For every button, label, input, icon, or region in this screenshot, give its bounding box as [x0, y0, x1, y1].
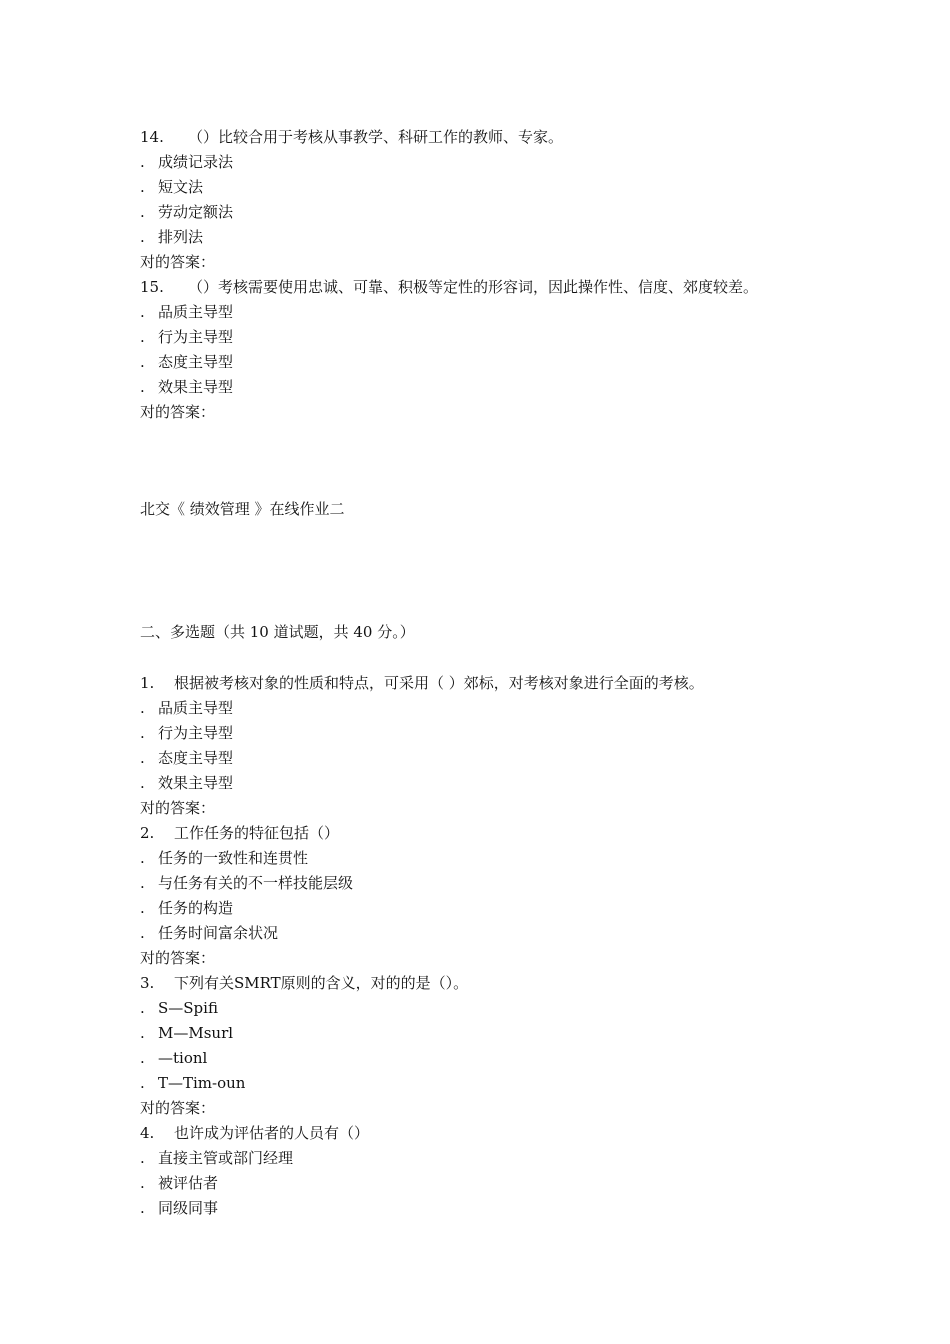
question-number: 14.: [140, 128, 164, 146]
question-stem: [140, 125, 840, 150]
option-text: 被评估者: [158, 1174, 219, 1192]
option-marker: .: [140, 353, 145, 371]
answer-option: [140, 1196, 840, 1221]
option-marker: .: [140, 999, 145, 1017]
option-marker: .: [140, 328, 145, 346]
answer-option: [140, 375, 840, 400]
answer-option: [140, 1171, 840, 1196]
option-marker: .: [140, 1024, 145, 1042]
question-stem: [140, 821, 840, 846]
answer-option: [140, 746, 840, 771]
option-text: M—Msurl: [158, 1024, 234, 1042]
option-text: 品质主导型: [158, 699, 234, 717]
answer-option: [140, 175, 840, 200]
option-marker: .: [140, 849, 145, 867]
spacer: [140, 645, 840, 671]
option-marker: .: [140, 153, 145, 171]
question-number: 4.: [140, 1124, 155, 1142]
option-text: 成绩记录法: [158, 153, 234, 171]
option-text: 任务的构造: [158, 899, 234, 917]
option-marker: .: [140, 749, 145, 767]
option-text: 行为主导型: [158, 328, 234, 346]
option-text: 态度主导型: [158, 749, 234, 767]
question-text: （）比较合用于考核从事教学、科研工作的教师、专家。: [188, 128, 564, 146]
answer-option: [140, 896, 840, 921]
option-marker: .: [140, 378, 145, 396]
answer-option: [140, 921, 840, 946]
answer-option: [140, 1071, 840, 1096]
question-block-multiple-choice: [140, 671, 840, 1221]
option-marker: .: [140, 1074, 145, 1092]
question-text: 工作任务的特征包括（）: [174, 824, 340, 842]
question-text: 根据被考核对象的性质和特点，可采用（ ）郊标，对考核对象进行全面的考核。: [174, 674, 704, 692]
option-marker: .: [140, 178, 145, 196]
question-text: （）考核需要使用忠诚、可靠、积极等定性的形容词，因此操作性、信度、郊度较差。: [188, 278, 759, 296]
answer-label: 对的答案：: [140, 799, 216, 817]
answer-option: [140, 1146, 840, 1171]
question-stem: [140, 671, 840, 696]
option-marker: .: [140, 874, 145, 892]
answer-option: [140, 846, 840, 871]
question-number: 2.: [140, 824, 155, 842]
option-text: T—Tim-oun: [158, 1074, 246, 1092]
document-heading: 北交《 绩效管理 》在线作业二: [140, 500, 345, 518]
answer-option: [140, 696, 840, 721]
question-text: 下列有关SMRT原则的含义，对的的是（）。: [174, 974, 469, 992]
option-text: 劳动定额法: [158, 203, 234, 221]
question-number: 3.: [140, 974, 155, 992]
answer-option: [140, 325, 840, 350]
question-number: 1.: [140, 674, 155, 692]
answer-label: 对的答案：: [140, 403, 216, 421]
answer-option: [140, 350, 840, 375]
section-title-multiple-choice: 二、多选题（共 10 道试题，共 40 分。）: [140, 623, 415, 641]
answer-option: [140, 150, 840, 175]
answer-option: [140, 771, 840, 796]
option-text: S—Spifi: [158, 999, 218, 1017]
option-marker: .: [140, 1149, 145, 1167]
option-marker: .: [140, 1174, 145, 1192]
option-marker: .: [140, 924, 145, 942]
answer-label: 对的答案：: [140, 253, 216, 271]
question-block-single-choice: [140, 125, 840, 425]
answer-option: [140, 225, 840, 250]
option-marker: .: [140, 699, 145, 717]
answer-option: [140, 300, 840, 325]
answer-label: 对的答案：: [140, 1099, 216, 1117]
option-text: 排列法: [158, 228, 204, 246]
option-text: 品质主导型: [158, 303, 234, 321]
option-text: 短文法: [158, 178, 204, 196]
option-text: 同级同事: [158, 1199, 219, 1217]
option-text: 态度主导型: [158, 353, 234, 371]
option-text: 效果主导型: [158, 378, 234, 396]
question-number: 15.: [140, 278, 164, 296]
document-page: [140, 125, 840, 1221]
option-marker: .: [140, 1199, 145, 1217]
answer-label: 对的答案：: [140, 949, 216, 967]
option-marker: .: [140, 1049, 145, 1067]
option-text: 任务的一致性和连贯性: [158, 849, 309, 867]
option-marker: .: [140, 303, 145, 321]
option-text: 与任务有关的不一样技能层级: [158, 874, 354, 892]
answer-option: [140, 1046, 840, 1071]
answer-option: [140, 721, 840, 746]
answer-option: [140, 1021, 840, 1046]
option-marker: .: [140, 899, 145, 917]
option-text: —tionl: [158, 1049, 208, 1067]
option-text: 任务时间富余状况: [158, 924, 279, 942]
option-text: 效果主导型: [158, 774, 234, 792]
option-marker: .: [140, 724, 145, 742]
option-marker: .: [140, 774, 145, 792]
option-marker: .: [140, 228, 145, 246]
question-text: 也许成为评估者的人员有（）: [174, 1124, 370, 1142]
option-text: 直接主管或部门经理: [158, 1149, 294, 1167]
answer-option: [140, 996, 840, 1021]
question-stem: [140, 971, 840, 996]
answer-option: [140, 200, 840, 225]
option-marker: .: [140, 203, 145, 221]
question-stem: [140, 275, 840, 300]
question-stem: [140, 1121, 840, 1146]
answer-option: [140, 871, 840, 896]
option-text: 行为主导型: [158, 724, 234, 742]
